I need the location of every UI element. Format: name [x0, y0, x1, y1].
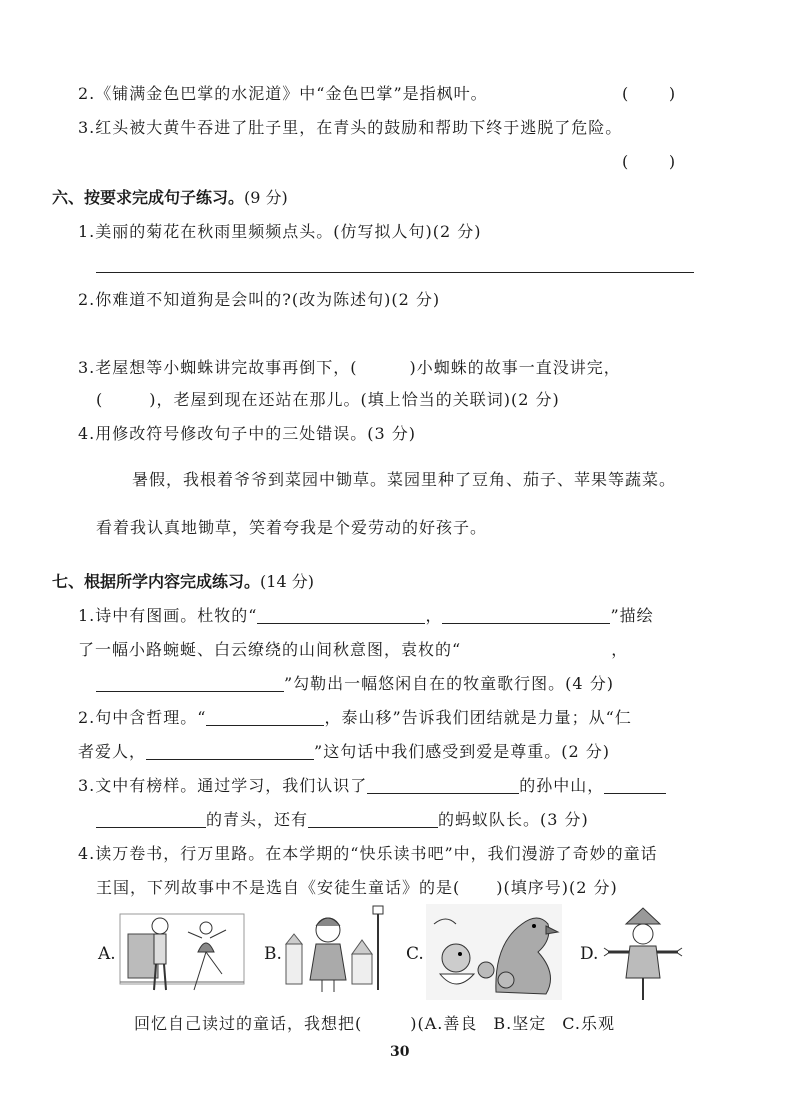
q5-3-text: 3.红头被大黄牛吞进了肚子里，在青头的鼓励和帮助下终于逃脱了危险。: [78, 118, 623, 137]
page-number: 30: [390, 1044, 410, 1060]
q6-4-sentence-line1: 暑假，我根着爷爷到菜园中锄草。菜园里种了豆角、茄子、苹果等蔬菜。: [132, 470, 677, 489]
option-d-scarecrow-illustration[interactable]: [600, 906, 686, 1002]
section-6-title-text: 六、按要求完成句子练习。: [52, 188, 245, 207]
q7-3-line1: 3.文中有榜样。通过学习，我们认识了 的孙中山，: [78, 776, 666, 796]
q7-4-line1: 4.读万卷书，行万里路。在本学期的“快乐读书吧”中，我们漫游了奇妙的童话: [78, 844, 658, 863]
q6-3-line2: ( )，老屋到现在还站在那儿。(填上恰当的关联词)(2 分): [96, 390, 560, 409]
option-a-nutcracker-ballerina-illustration[interactable]: [118, 904, 246, 996]
q7-3-blank-1[interactable]: [367, 777, 519, 794]
section-6-title: [52, 188, 288, 208]
q7-1-blank-4[interactable]: [96, 675, 284, 692]
q7-4-line2: 王国，下列故事中不是选自《安徒生童话》的是( )(填序号)(2 分): [96, 878, 618, 897]
q6-2-text: 2.你难道不知道狗是会叫的?(改为陈述句)(2 分): [78, 290, 441, 309]
q6-3-line1: 3.老屋想等小蜘蛛讲完故事再倒下，( )小蜘蛛的故事一直没讲完，: [78, 358, 621, 377]
q7-2-line1: 2.句中含哲理。“ ，泰山移”告诉我们团结就是力量；从“仁: [78, 708, 632, 727]
q7-1-blank-2[interactable]: [442, 607, 610, 624]
q6-4-sentence-line2: 看着我认真地锄草，笑着夸我是个爱劳动的好孩子。: [96, 518, 488, 537]
option-d-label: D.: [580, 944, 599, 964]
q7-1-blank-1[interactable]: [257, 607, 425, 624]
q6-1-text: 1.美丽的菊花在秋雨里频频点头。(仿写拟人句)(2 分): [78, 222, 482, 241]
section-7-title: [52, 572, 314, 592]
q7-1-line2: 了一幅小路蜿蜒、白云缭绕的山间秋意图，袁枚的“ ，: [78, 640, 629, 659]
q7-1-line1: 1.诗中有图画。杜牧的“ ， ”描绘: [78, 606, 654, 625]
q7-3-blank-2a[interactable]: [604, 777, 666, 794]
section-7-points: (14 分): [260, 572, 314, 591]
section-6-points: (9 分): [244, 188, 288, 207]
q7-3-blank-2b[interactable]: [96, 811, 206, 828]
q5-3-answer-paren[interactable]: ( ): [622, 152, 676, 171]
q7-2-blank-1[interactable]: [206, 709, 324, 726]
q5-2-answer-paren[interactable]: ( ): [622, 84, 676, 103]
q7-3-blank-3[interactable]: [308, 811, 438, 828]
q7-2-line2: 者爱人， ”这句话中我们感受到爱是尊重。(2 分): [78, 742, 610, 761]
option-c-label: C.: [406, 944, 424, 964]
q7-2-blank-2[interactable]: [146, 743, 314, 760]
q6-1-answer-line[interactable]: [96, 272, 694, 273]
q7-3-line2: 的青头，还有 的蚂蚁队长。(3 分): [96, 810, 589, 830]
section-7-title-text: 七、根据所学内容完成练习。: [52, 572, 261, 591]
option-c-ugly-duckling-illustration[interactable]: [426, 904, 562, 1000]
option-a-label: A.: [98, 944, 116, 964]
q7-reflection-line: 回忆自己读过的童话，我想把( )(A.善良 B.坚定 C.乐观: [134, 1014, 616, 1033]
q7-1-line3: ”勾勒出一幅悠闲自在的牧童歌行图。(4 分): [96, 674, 614, 694]
q6-4-text: 4.用修改符号修改句子中的三处错误。(3 分): [78, 424, 417, 443]
q5-2-text: 2.《铺满金色巴掌的水泥道》中“金色巴掌”是指枫叶。: [78, 84, 488, 103]
option-b-label: B.: [264, 944, 282, 964]
option-b-girl-with-matches-illustration[interactable]: [282, 904, 392, 996]
